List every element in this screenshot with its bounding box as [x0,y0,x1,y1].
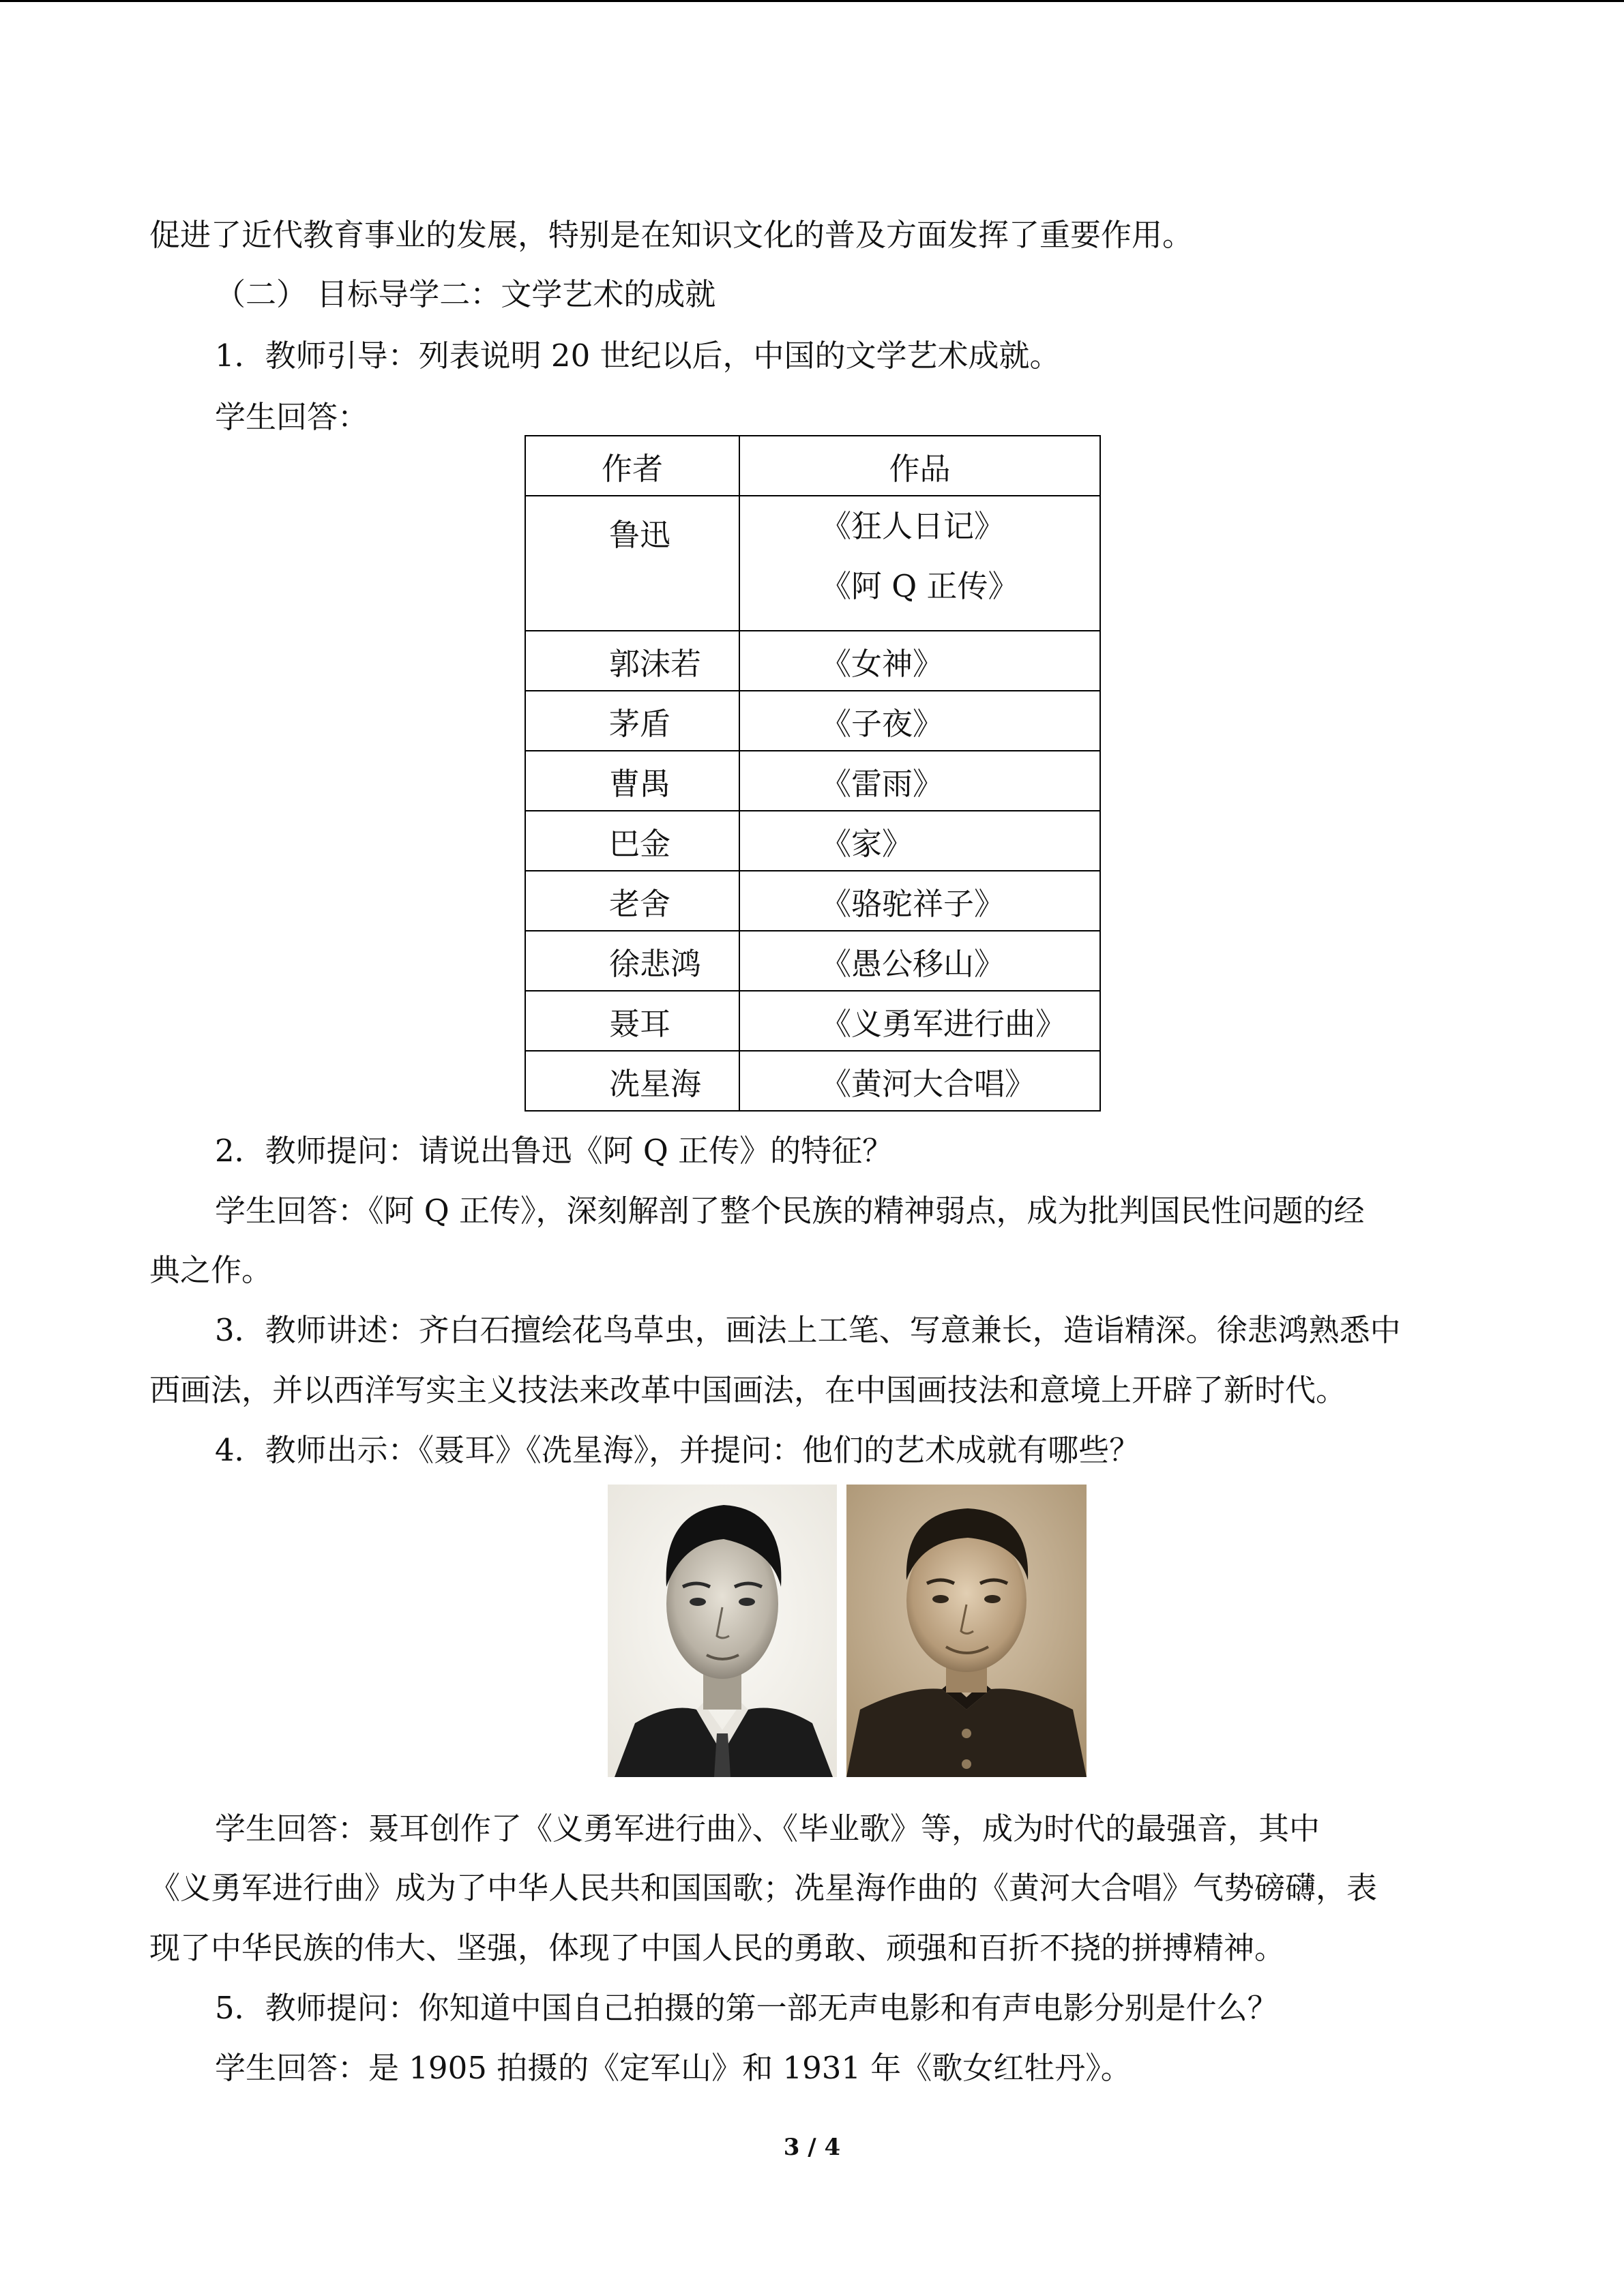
author-cell: 冼星海 [525,1051,739,1111]
question-4: 4．教师出示：《聂耳》《冼星海》，并提问：他们的艺术成就有哪些？ [215,1432,1140,1468]
work-cell: 《家》 [739,811,1100,871]
table-row [525,991,1100,1051]
author-cell: 鲁迅 [525,496,739,631]
table-row [525,931,1100,991]
work-cell: 《骆驼祥子》 [739,871,1100,931]
answer-4-line-3: 现了中华民族的伟大、坚强，体现了中国人民的勇敢、顽强和百折不挠的拼搏精神。 [149,1930,1286,1966]
question-3-line-2: 西画法，并以西洋写实主义技法来改革中国画法，在中国画技法和意境上开辟了新时代。 [149,1372,1347,1408]
question-2: 2．教师提问：请说出鲁迅《阿 Q 正传》的特征？ [215,1133,894,1169]
table-row [525,751,1100,811]
author-cell: 老舍 [525,871,739,931]
table-row [525,871,1100,931]
table-row [525,811,1100,871]
works-table [525,435,1101,1112]
author-cell: 曹禺 [525,751,739,811]
answer-1-label: 学生回答： [215,399,369,435]
answer-2-line-1: 学生回答：《阿 Q 正传》，深刻解剖了整个民族的精神弱点，成为批判国民性问题的经 [215,1193,1365,1229]
table-row [525,691,1100,751]
table-row [525,1051,1100,1111]
nie-er-photo [608,1485,837,1777]
work-cell [739,496,1100,631]
header-author: 作者 [525,436,739,496]
header-work: 作品 [739,436,1100,496]
table-row [525,496,1100,631]
section-heading: （二） 目标导学二：文学艺术的成就 [215,276,716,312]
work-cell: 《义勇军进行曲》 [739,991,1100,1051]
answer-5: 学生回答：是 1905 拍摄的《定军山》和 1931 年《歌女红牡丹》。 [215,2050,1132,2086]
author-cell: 徐悲鸿 [525,931,739,991]
work-cell: 《雷雨》 [739,751,1100,811]
xian-xinghai-photo [846,1485,1087,1777]
author-cell: 聂耳 [525,991,739,1051]
work-title: 《阿 Q 正传》 [821,568,1019,604]
author-cell: 郭沫若 [525,631,739,691]
answer-2-line-2: 典之作。 [149,1252,273,1288]
author-cell: 茅盾 [525,691,739,751]
page-top-border [0,0,1624,2]
work-cell: 《子夜》 [739,691,1100,751]
work-cell: 《愚公移山》 [739,931,1100,991]
author-cell: 巴金 [525,811,739,871]
work-cell: 《黄河大合唱》 [739,1051,1100,1111]
page-number: 3 / 4 [783,2134,841,2161]
table-header-row [525,436,1100,496]
paragraph-intro: 促进了近代教育事业的发展，特别是在知识文化的普及方面发挥了重要作用。 [149,217,1194,253]
table-row [525,631,1100,691]
question-1: 1．教师引导：列表说明 20 世纪以后，中国的文学艺术成就。 [215,338,1061,374]
work-cell: 《女神》 [739,631,1100,691]
question-5: 5．教师提问：你知道中国自己拍摄的第一部无声电影和有声电影分别是什么？ [215,1990,1278,2026]
answer-4-line-2: 《义勇军进行曲》成为了中华人民共和国国歌；冼星海作曲的《黄河大合唱》气势磅礴，表 [149,1870,1378,1906]
answer-4-line-1: 学生回答：聂耳创作了《义勇军进行曲》、《毕业歌》等，成为时代的最强音，其中 [215,1810,1320,1847]
question-3-line-1: 3．教师讲述：齐白石擅绘花鸟草虫，画法上工笔、写意兼长，造诣精深。徐悲鸿熟悉中 [215,1312,1401,1348]
work-title: 《狂人日记》 [821,508,1005,544]
